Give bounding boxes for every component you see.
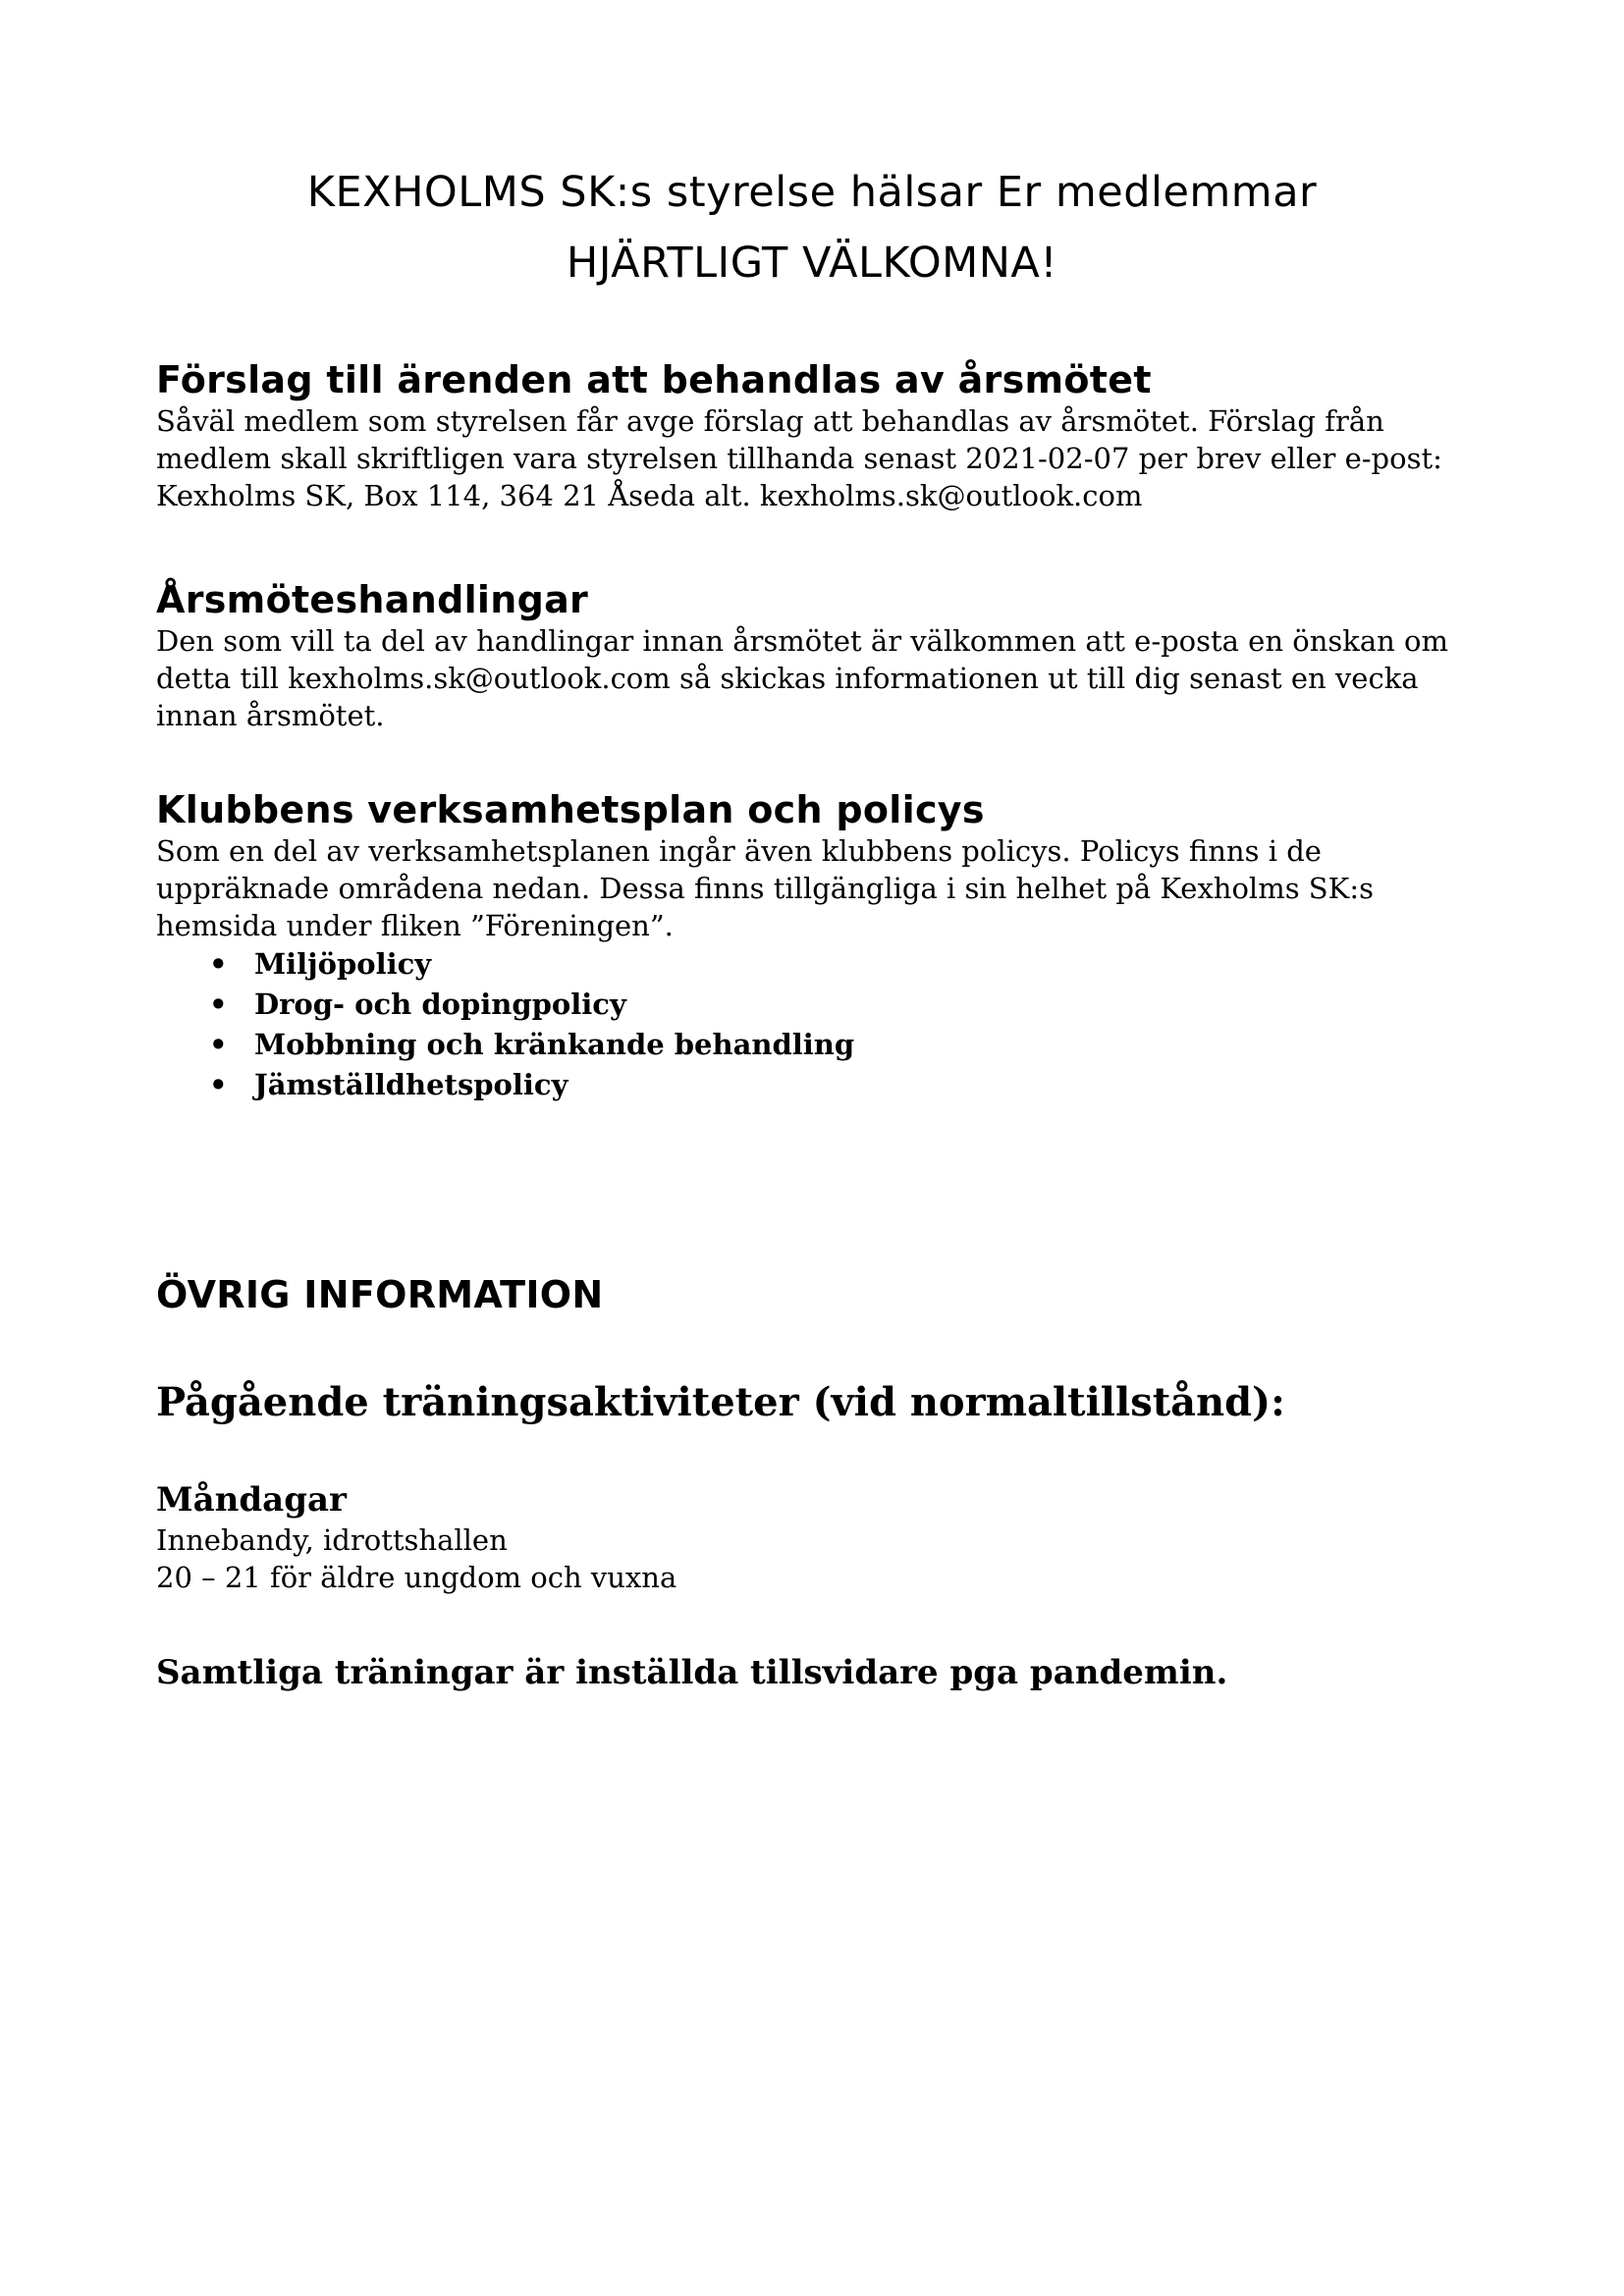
bullet-icon: •	[209, 1068, 228, 1101]
section-policies	[156, 787, 1511, 1105]
body-line: hemsida under fliken ”Föreningen”.	[156, 909, 674, 942]
training-time: 20 – 21 för äldre ungdom och vuxna	[156, 1561, 677, 1594]
bullet-icon: •	[209, 988, 228, 1021]
body-line: Kexholms SK, Box 114, 364 21 Åseda alt. kexholms.sk@outlook.com	[156, 479, 1143, 512]
section-proposals	[156, 357, 1511, 514]
section-other-info	[156, 1272, 1511, 1317]
body-line: medlem skall skriftligen vara styrelsen tillhanda senast 2021-02-07 per brev eller e-post:	[156, 442, 1442, 475]
section-documents	[156, 577, 1511, 734]
training-heading: Pågående träningsaktiviteter (vid normaltillstånd):	[156, 1379, 1285, 1425]
policy-item-label: Mobbning och kränkande behandling	[254, 1028, 855, 1061]
section-documents-body	[156, 622, 1511, 734]
training-schedule	[156, 1478, 1511, 1596]
section-documents-heading: Årsmöteshandlingar	[156, 578, 589, 621]
welcome-title-line-1: KEXHOLMS SK:s styrelse hälsar Er medlemmar	[306, 168, 1318, 217]
training-details	[156, 1522, 1511, 1596]
training-activity: Innebandy, idrottshallen	[156, 1523, 508, 1557]
policy-list	[156, 944, 1511, 1105]
body-line: Den som vill ta del av handlingar innan årsmötet är välkommen att e-posta en önskan om	[156, 624, 1448, 658]
list-item	[156, 1065, 1511, 1105]
body-line: uppräknade områdena nedan. Dessa finns tillgängliga i sin helhet på Kexholms SK:s	[156, 872, 1374, 905]
bullet-icon: •	[209, 947, 228, 981]
section-policies-body	[156, 832, 1511, 944]
other-info-heading: ÖVRIG INFORMATION	[156, 1273, 604, 1316]
body-line: Som en del av verksamhetsplanen ingår även klubbens policys. Policys finns i de	[156, 834, 1322, 868]
welcome-title-line-2: HJÄRTLIGT VÄLKOMNA!	[566, 239, 1058, 288]
list-item	[156, 944, 1511, 985]
training-section	[156, 1378, 1511, 1427]
pandemic-notice	[156, 1651, 1511, 1694]
list-item	[156, 1025, 1511, 1065]
training-day: Måndagar	[156, 1480, 347, 1520]
list-item	[156, 985, 1511, 1025]
pandemic-notice-text: Samtliga träningar är inställda tillsvidare pga pandemin.	[156, 1653, 1228, 1692]
section-proposals-heading: Förslag till ärenden att behandlas av årsmötet	[156, 358, 1152, 401]
policy-item-label: Miljöpolicy	[254, 947, 432, 981]
policy-item-label: Drog- och dopingpolicy	[254, 988, 626, 1021]
section-policies-heading: Klubbens verksamhetsplan och policys	[156, 788, 985, 831]
policy-item-label: Jämställdhetspolicy	[254, 1068, 568, 1101]
bullet-icon: •	[209, 1028, 228, 1061]
body-line: detta till kexholms.sk@outlook.com så skickas informationen ut till dig senast en vecka	[156, 662, 1419, 695]
welcome-title	[0, 157, 1624, 298]
body-line: innan årsmötet.	[156, 699, 385, 732]
body-line: Såväl medlem som styrelsen får avge förslag att behandlas av årsmötet. Förslag från	[156, 404, 1384, 438]
section-proposals-body	[156, 402, 1511, 514]
